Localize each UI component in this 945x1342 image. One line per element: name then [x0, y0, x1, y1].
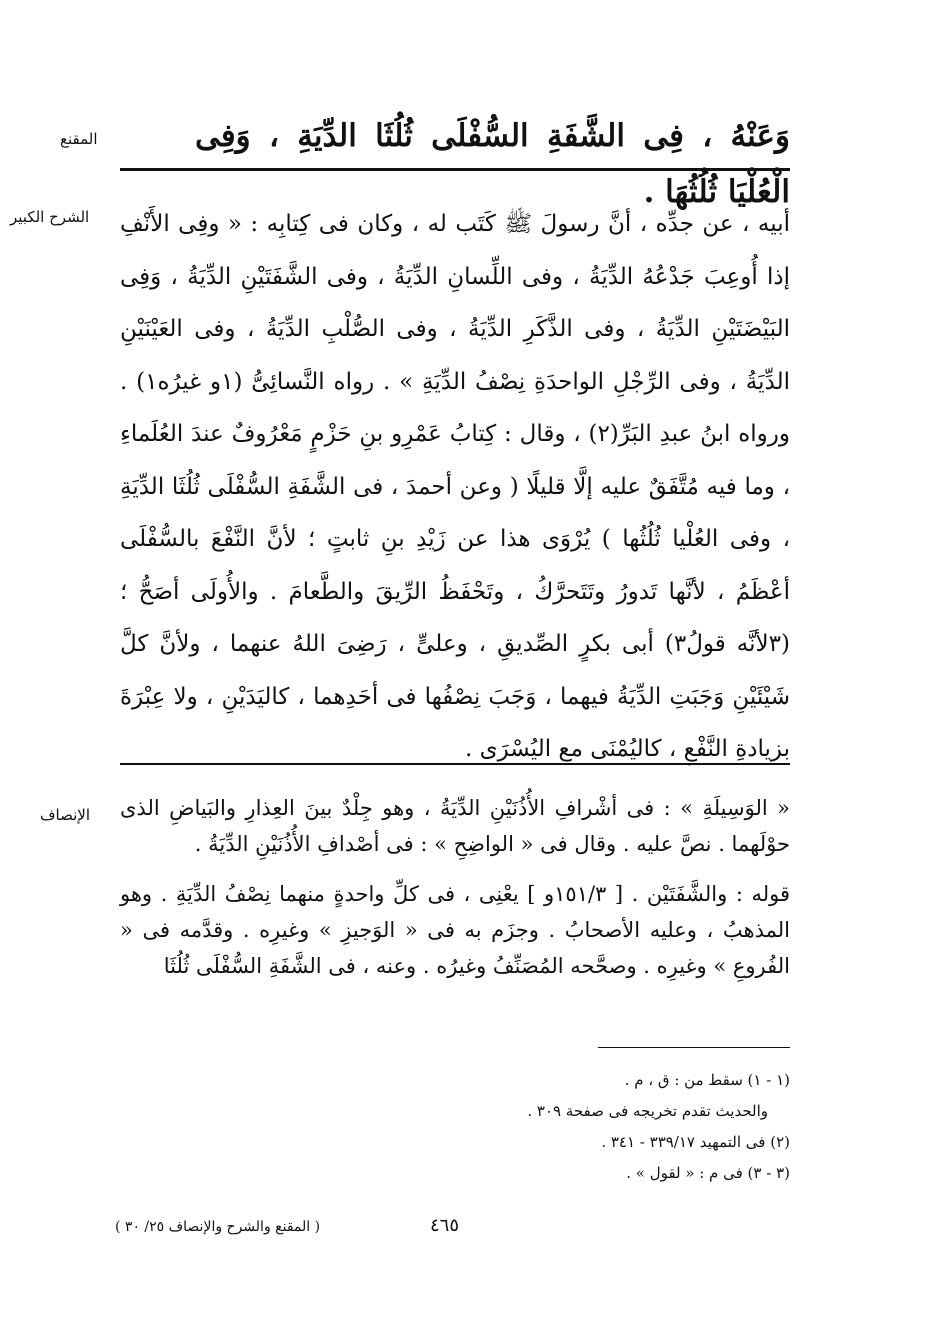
top-divider	[120, 168, 790, 171]
insaf-paragraph-1: « الوَسِيلَةِ » : فى أشْرافِ الأُذُنَيْنِ الدِّيَةُ ، وهو جِلْدٌ بينَ العِذارِ والبَياضِ الذى حوْلَهما . نصَّ عليه . وقال فى « الواضِحِ » : فى أصْدافِ الأُذُنَيْنِ الدِّيَةُ .	[120, 796, 790, 856]
muqni-section-label: المقنع	[60, 130, 98, 148]
insaf-text	[120, 790, 790, 998]
muqni-text: وَعَنْهُ ، فِى الشَّفَةِ السُّفْلَى ثُلُثَا الدِّيَةِ ، وَفِى الْعُلْيَا ثُلُثُهَا .	[195, 118, 790, 210]
footnotes	[400, 1065, 790, 1189]
footnote-divider	[598, 1047, 790, 1048]
sharh-text: أبيه ، عن جدِّه ، أنَّ رسولَ ﷺ كَتَب له ، وكان فى كِتابِه : « وفِى الأَنْفِ إذا أُوعِبَ جَدْعُهُ الدِّيَةُ ، وفى اللِّسانِ الدِّيَةُ ، وفى الشَّفَتَيْنِ الدِّيَةُ ، وَفِى البَيْضَتَيْنِ الدِّيَةُ ، وفى الذَّكَرِ الدِّيَةُ ، وفى الصُّلْبِ الدِّيَةُ ، وفى العَيْنَيْنِ الدِّيَةُ ، وفى الرِّجْلِ الواحدَةِ نِصْفُ الدِّيَةِ » . رواه النَّسائِىُّ (١و غيرُه١) . ورواه ابنُ عبدِ البَرِّ(٢) ، وقال : كِتابُ عَمْرِو بنِ حَزْمٍ مَعْرُوفٌ عندَ العُلَماءِ ، وما فيه مُتَّفَقٌ عليه إلَّا قليلًا ( وعن أحمدَ ، فى الشَّفَةِ السُّفْلَى ثُلُثَا الدِّيَةِ ، وفى العُلْيا ثُلُثُها ) يُرْوَى هذا عن زَيْدِ بنِ ثابتٍ ؛ لأنَّ النَّفْعَ بالسُّفْلَى أعْظَمُ ، لأنَّها تَدورُ وتَتَحرَّكُ ، وتَحْفَظُ الرِّيقَ والطَّعامَ . والأُولَى أصَحُّ ؛ (٣لأنَّه قولُ٣) أبى بكرٍ الصِّديقِ ، وعلىٍّ ، رَضِىَ اللهُ عنهما ، ولأنَّ كلَّ شَيْئَيْنِ وَجَبَتِ الدِّيَةُ فيهما ، وَجَبَ نِصْفُها فى أحَدِهما ، كاليَدَيْنِ ، ولا عِبْرَةَ بزيادةِ النَّفْعِ ، كاليُمْنَى مع اليُسْرَى .	[120, 211, 791, 762]
footnote-1: (١ - ١) سقط من : ق ، م .	[624, 1071, 790, 1089]
sharh-section-label: الشرح الكبير	[10, 208, 90, 226]
insaf-paragraph-2: قوله : والشَّفَتَيْن . [ ١٥١/٣و ] يعْنِى ، فى كلِّ واحدةٍ منهما نِصْفُ الدِّيَةِ . وهو المذهبُ ، وعليه الأصحابُ . وجزَم به فى « الوَجيزِ » وغيرِه . وقدَّمه فى « الفُروعِ » وغيرِه . وصحَّحه المُصَنِّفُ وغيرُه . وعنه ، فى الشَّفَةِ السُّفْلَى ثُلُثَا	[120, 882, 790, 978]
footnote-3: (٣ - ٣) فى م : « لقول » .	[626, 1164, 790, 1182]
insaf-section-label: الإنصاف	[40, 806, 91, 824]
page-number: ٤٦٥	[430, 1215, 460, 1236]
footnote-2: (٢) فى التمهيد ٣٣٩/١٧ - ٣٤١ .	[601, 1133, 790, 1151]
volume-reference: ( المقنع والشرح والإنصاف ٢٥/ ٣٠ )	[115, 1219, 321, 1235]
footnote-1-note: والحديث تقدم تخريجه فى صفحة ٣٠٩ .	[527, 1102, 768, 1120]
middle-divider	[120, 763, 790, 765]
